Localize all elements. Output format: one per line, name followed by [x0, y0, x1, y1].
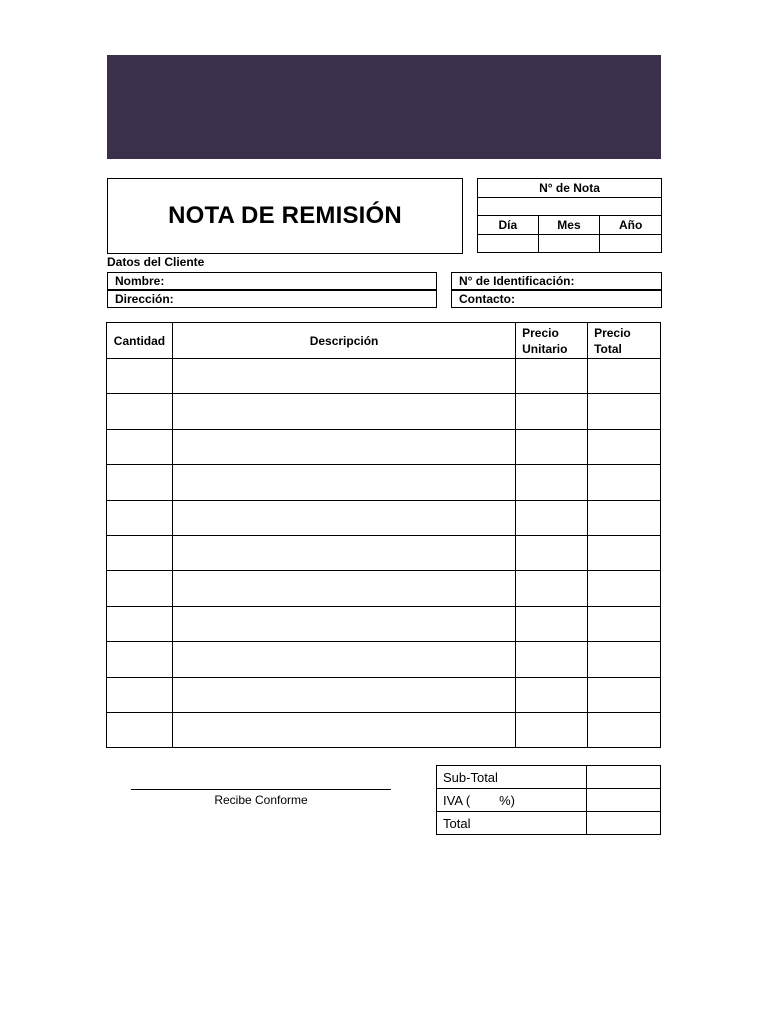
- quantity-cell[interactable]: [107, 606, 173, 641]
- unit-price-cell[interactable]: [516, 606, 588, 641]
- client-id-label: N° de Identificación:: [459, 274, 575, 288]
- subtotal-value-field[interactable]: [587, 766, 661, 789]
- quantity-cell[interactable]: [107, 535, 173, 570]
- table-row: [107, 535, 661, 570]
- total-price-header: [588, 323, 661, 359]
- total-price-cell[interactable]: [588, 359, 661, 394]
- day-field[interactable]: [478, 234, 539, 253]
- table-row: [107, 500, 661, 535]
- unit-price-cell[interactable]: [516, 359, 588, 394]
- unit-price-cell[interactable]: [516, 500, 588, 535]
- month-label: Mes: [538, 216, 600, 235]
- description-cell[interactable]: [172, 429, 515, 464]
- table-row: [107, 712, 661, 747]
- total-price-cell[interactable]: [588, 606, 661, 641]
- description-cell[interactable]: [172, 535, 515, 570]
- title-box: [107, 178, 463, 254]
- quantity-cell[interactable]: [107, 465, 173, 500]
- subtotal-label: Sub-Total: [437, 766, 587, 789]
- table-row: [107, 606, 661, 641]
- total-value-field[interactable]: [587, 812, 661, 835]
- signature-label: Recibe Conforme: [214, 793, 308, 807]
- total-price-cell[interactable]: [588, 677, 661, 712]
- client-name-label: Nombre:: [115, 274, 165, 288]
- unit-price-header: [516, 323, 588, 359]
- quantity-cell[interactable]: [107, 571, 173, 606]
- quantity-cell[interactable]: [107, 712, 173, 747]
- total-price-cell[interactable]: [588, 535, 661, 570]
- items-body: [107, 359, 661, 748]
- nota-number-table: [477, 178, 662, 253]
- unit-price-header-text: Precio Unitario: [522, 325, 568, 356]
- description-cell[interactable]: [172, 500, 515, 535]
- total-price-cell[interactable]: [588, 394, 661, 429]
- unit-price-cell[interactable]: [516, 465, 588, 500]
- iva-label: IVA ( %): [437, 789, 587, 812]
- month-field[interactable]: [538, 234, 600, 253]
- signature-line: [131, 789, 391, 790]
- total-price-cell[interactable]: [588, 465, 661, 500]
- quantity-cell[interactable]: [107, 500, 173, 535]
- quantity-cell[interactable]: [107, 394, 173, 429]
- total-price-cell[interactable]: [588, 500, 661, 535]
- table-row: [107, 642, 661, 677]
- document-title: NOTA DE REMISIÓN: [168, 202, 402, 229]
- day-label: Día: [478, 216, 539, 235]
- client-name-field[interactable]: [107, 272, 437, 290]
- client-address-label: Dirección:: [115, 292, 174, 306]
- client-section-label: Datos del Cliente: [107, 255, 205, 269]
- description-cell[interactable]: [172, 606, 515, 641]
- description-cell[interactable]: [172, 465, 515, 500]
- unit-price-cell[interactable]: [516, 535, 588, 570]
- description-cell[interactable]: [172, 359, 515, 394]
- unit-price-cell[interactable]: [516, 429, 588, 464]
- total-price-cell[interactable]: [588, 712, 661, 747]
- table-row: [107, 571, 661, 606]
- client-address-field[interactable]: [107, 290, 437, 308]
- totals-table: [436, 765, 661, 835]
- client-contact-label: Contacto:: [459, 292, 515, 306]
- total-price-cell[interactable]: [588, 642, 661, 677]
- header-banner: [107, 55, 661, 159]
- unit-price-cell[interactable]: [516, 677, 588, 712]
- quantity-cell[interactable]: [107, 677, 173, 712]
- nota-number-label: N° de Nota: [478, 179, 662, 198]
- unit-price-cell[interactable]: [516, 712, 588, 747]
- table-row: [107, 359, 661, 394]
- year-label: Año: [600, 216, 662, 235]
- table-row: [107, 429, 661, 464]
- year-field[interactable]: [600, 234, 662, 253]
- nota-number-field[interactable]: [478, 197, 662, 216]
- table-row: [107, 465, 661, 500]
- table-row: [107, 677, 661, 712]
- description-cell[interactable]: [172, 677, 515, 712]
- total-price-header-text: Precio Total: [594, 325, 631, 356]
- description-cell[interactable]: [172, 712, 515, 747]
- description-cell[interactable]: [172, 571, 515, 606]
- unit-price-cell[interactable]: [516, 642, 588, 677]
- unit-price-cell[interactable]: [516, 394, 588, 429]
- quantity-header: Cantidad: [107, 323, 173, 359]
- iva-value-field[interactable]: [587, 789, 661, 812]
- total-price-cell[interactable]: [588, 571, 661, 606]
- quantity-cell[interactable]: [107, 359, 173, 394]
- table-row: [107, 394, 661, 429]
- total-price-cell[interactable]: [588, 429, 661, 464]
- description-cell[interactable]: [172, 394, 515, 429]
- description-cell[interactable]: [172, 642, 515, 677]
- client-id-field[interactable]: [451, 272, 662, 290]
- total-label: Total: [437, 812, 587, 835]
- unit-price-cell[interactable]: [516, 571, 588, 606]
- quantity-cell[interactable]: [107, 429, 173, 464]
- description-header: Descripción: [172, 323, 515, 359]
- quantity-cell[interactable]: [107, 642, 173, 677]
- client-contact-field[interactable]: [451, 290, 662, 308]
- items-table: [106, 322, 661, 748]
